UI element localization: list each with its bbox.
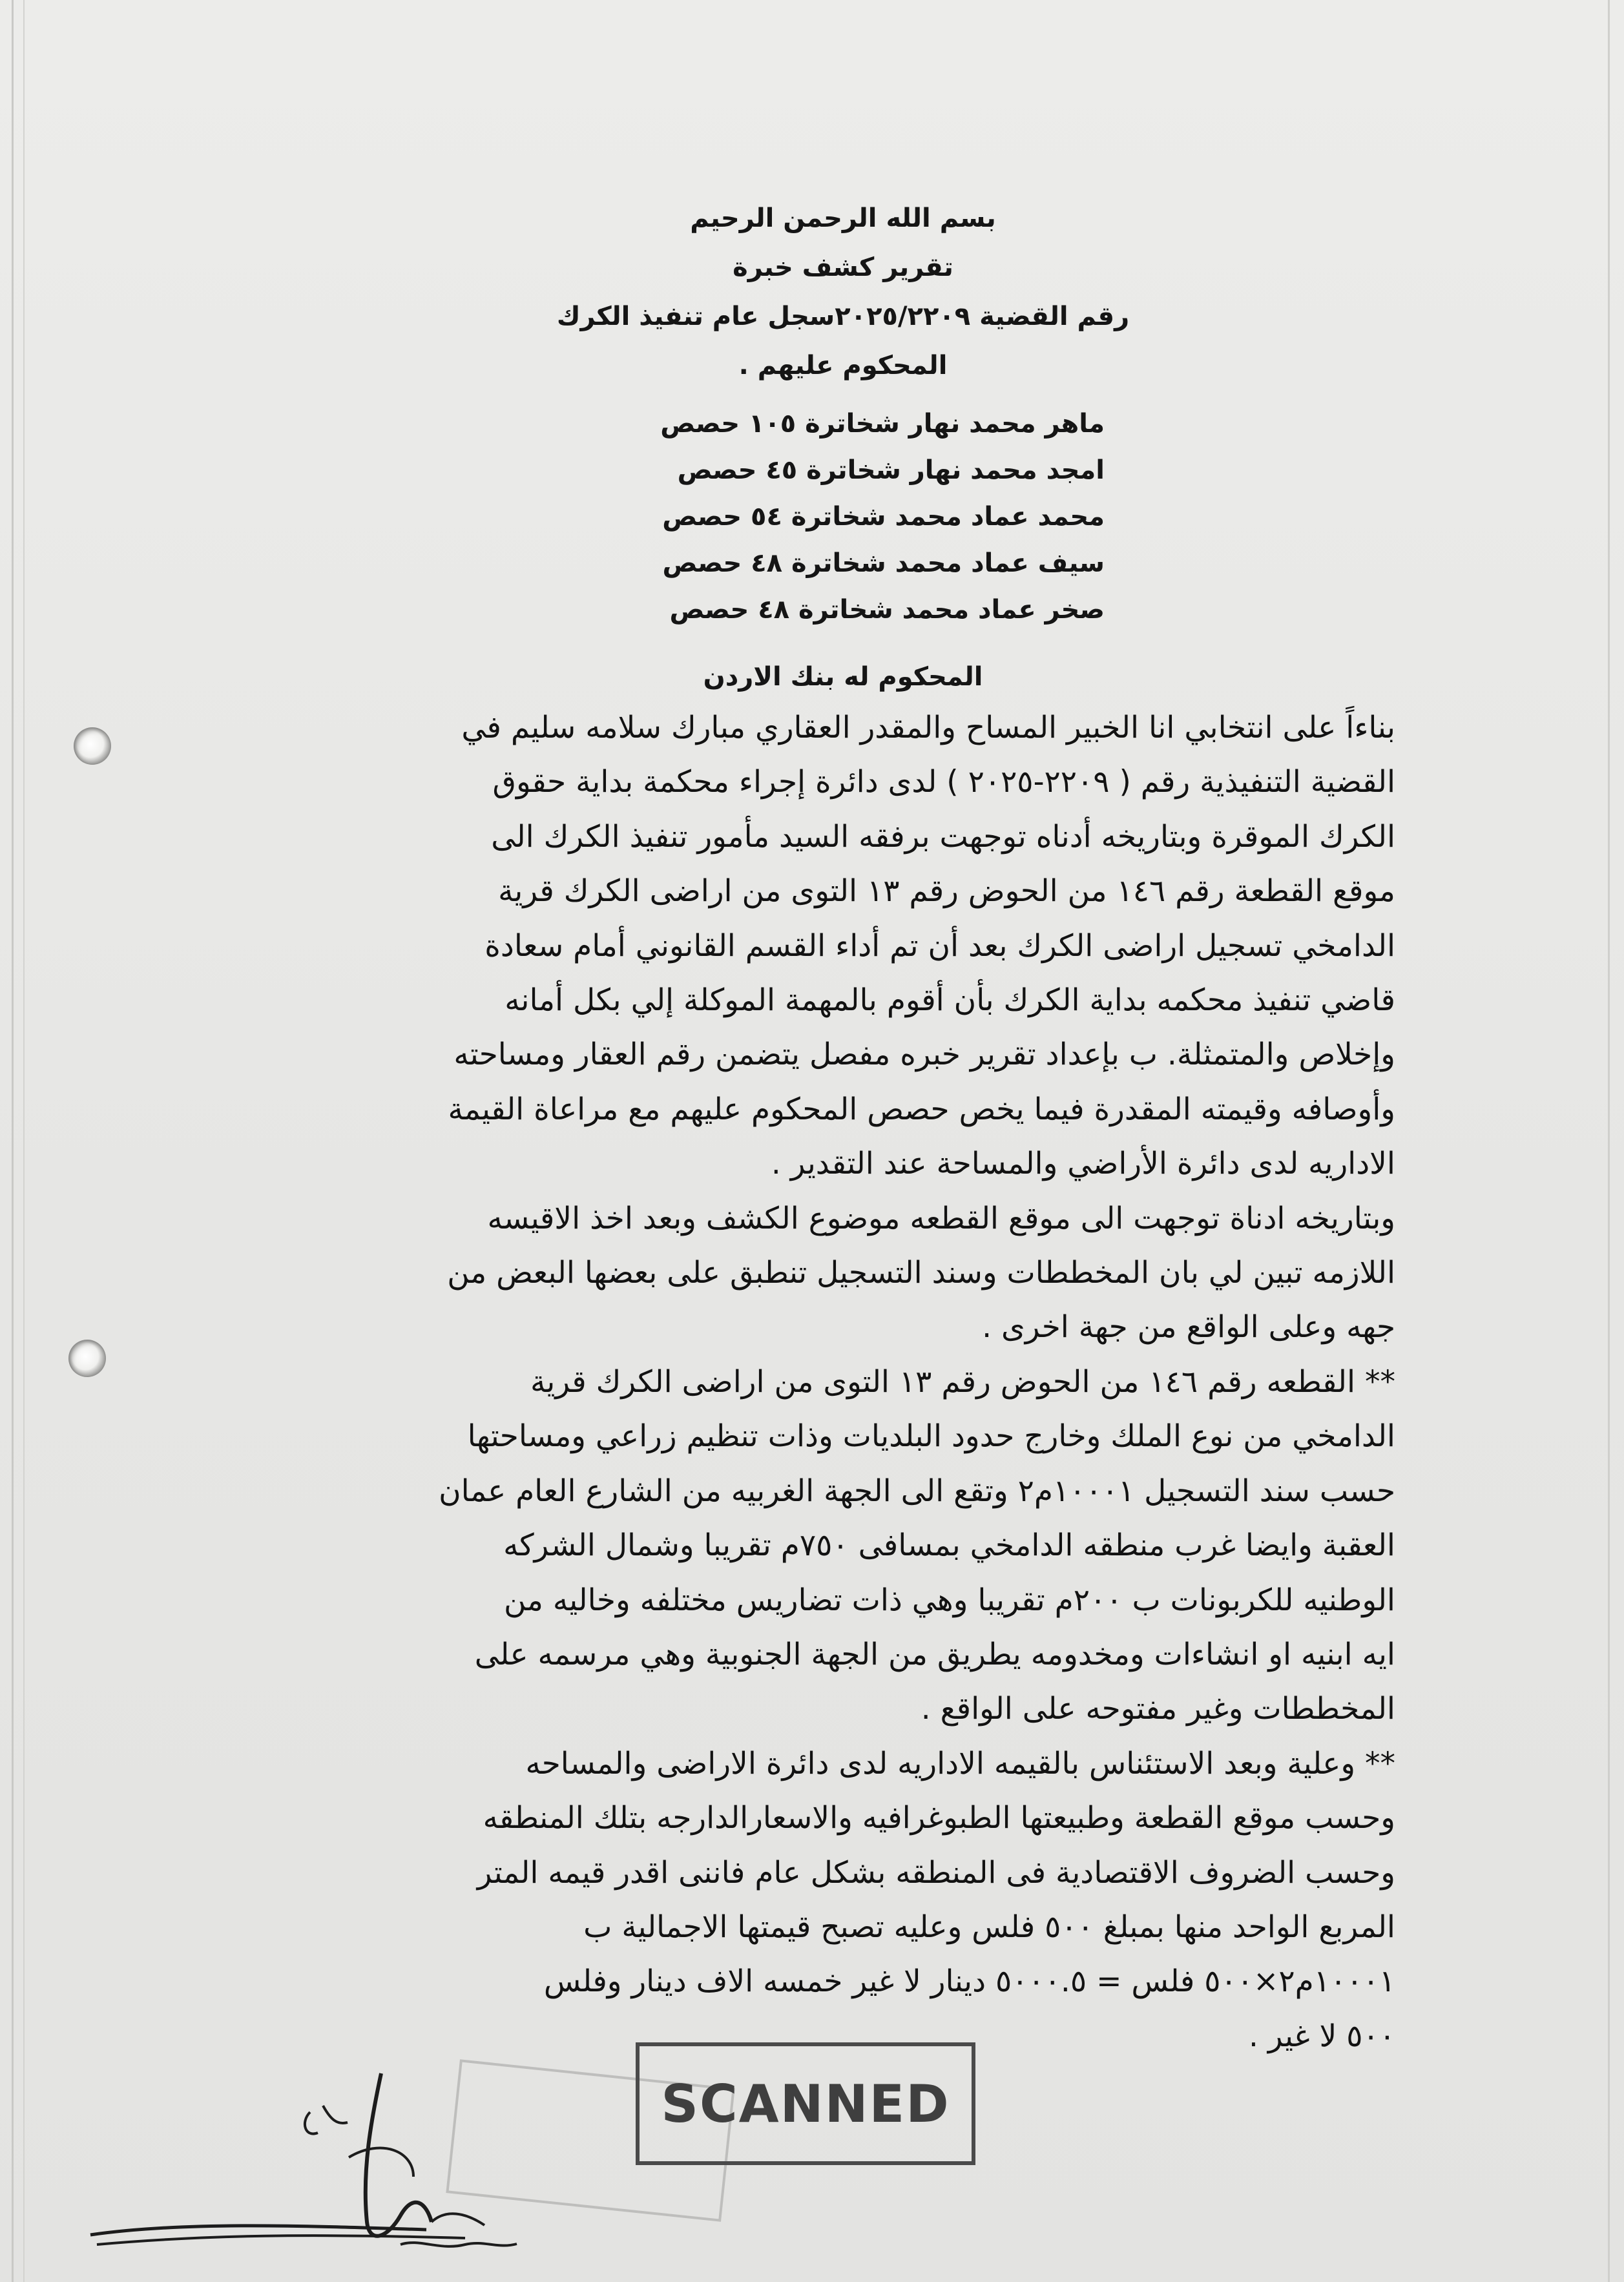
punch-hole-top	[74, 727, 111, 765]
body-line: وإخلاص والمتمثلة. ب بإعداد تقرير خبره مفصل يتضمن رقم العقار ومساحته	[453, 1037, 1395, 1073]
body-line: المربع الواحد منها بمبلغ ٥٠٠ فلس وعليه تصبح قيمتها الاجمالية ب	[583, 1909, 1395, 1945]
body-line: حسب سند التسجيل ١٠٠٠١م٢ وتقع الى الجهة الغربيه من الشارع العام عمان	[439, 1473, 1395, 1509]
body-line: موقع القطعة رقم ١٤٦ من الحوض رقم ١٣ التوى من اراضى الكرك قرية	[498, 873, 1395, 909]
case-number: رقم القضية ٢٠٢٥/٢٢٠٩سجل عام تنفيذ الكرك	[556, 302, 1130, 331]
body-line: بناءاً على انتخابي انا الخبير المساح والمقدر العقاري مبارك سلامه سليم في	[461, 710, 1395, 745]
page-edge-left-inner	[23, 0, 25, 2282]
body-line: الكرك الموقرة وبتاريخه أدناه توجهت برفقه السيد مأمور تنفيذ الكرك الى	[491, 818, 1395, 855]
handwritten-signature	[78, 2060, 543, 2254]
body-line: الاداريه لدى دائرة الأراضي والمساحة عند التقدير .	[771, 1146, 1395, 1182]
defendant-line: ماهر محمد نهار شخاترة ١٠٥ حصص	[660, 409, 1105, 439]
defendant-line: امجد محمد نهار شخاترة ٤٥ حصص	[677, 455, 1105, 485]
body-line: الدامخي من نوع الملك وخارج حدود البلديات وذات تنظيم زراعي ومساحتها	[467, 1418, 1395, 1455]
body-line: وحسب موقع القطعة وطبيعتها الطبوغرافيه والاسعارالدارجه بتلك المنطقه	[483, 1800, 1395, 1836]
body-line: وحسب الضروف الاقتصادية فى المنطقه بشكل عام فاننى اقدر قيمه المتر	[477, 1854, 1395, 1891]
scanned-stamp: SCANNED	[636, 2042, 975, 2165]
report-body	[304, 701, 1395, 2064]
defendant-line: صخر عماد محمد شخاترة ٤٨ حصص	[669, 595, 1105, 625]
body-line: وأوصافه وقيمته المقدرة فيما يخص حصص المحكوم عليهم مع مراعاة القيمة	[448, 1091, 1395, 1127]
report-title: تقرير كشف خبرة	[733, 253, 953, 282]
body-line: وبتاريخه ادناة توجهت الى موقع القطعه موضوع الكشف وبعد اخذ الاقيسه	[487, 1200, 1395, 1236]
defendants-heading: المحكوم عليهم .	[738, 351, 948, 380]
basmala: بسم الله الرحمن الرحيم	[690, 203, 996, 233]
document-header	[536, 194, 1150, 390]
page-edge-right	[1608, 0, 1610, 2282]
body-line: جهه وعلى الواقع من جهة اخرى .	[982, 1309, 1395, 1345]
body-line: العقبة وايضا غرب منطقه الدامخي بمسافى ٧٥٠م تقريبا وشمال الشركه	[503, 1528, 1395, 1564]
page-edge-left	[12, 0, 14, 2282]
body-line: قاضي تنفيذ محكمه بداية الكرك بأن أقوم بالمهمة الموكلة إلي بكل أمانه	[505, 982, 1395, 1019]
body-line: الوطنيه للكربونات ب ٢٠٠م تقريبا وهي ذات تضاريس مختلفه وخاليه من	[504, 1582, 1395, 1618]
body-line: القضية التنفيذية رقم ( ٢٢٠٩-٢٠٢٥ ) لدى دائرة إجراء محكمة بداية حقوق	[492, 764, 1395, 800]
body-line: ** القطعه رقم ١٤٦ من الحوض رقم ١٣ التوى من اراضى الكرك قرية	[530, 1364, 1395, 1400]
body-line: ٥٠٠ لا غير .	[1249, 2018, 1395, 2054]
body-line: الدامخي تسجيل اراضى الكرك بعد أن تم أداء القسم القانوني أمام سعادة	[484, 928, 1395, 964]
body-line: ١٠٠٠١م٢×٥٠٠ فلس = ٥٠٠٠.٥ دينار لا غير خمسه الاف دينار وفلس	[543, 1964, 1395, 2000]
body-line: ايه ابنيه او انشاءات ومخدومه يطريق من الجهة الجنوبية وهي مرسمه على	[474, 1636, 1395, 1672]
body-line: المخططات وغير مفتوحه على الواقع .	[921, 1691, 1395, 1727]
beneficiary-line: المحكوم له بنك الاردن	[703, 662, 983, 692]
defendants-list	[601, 400, 1105, 633]
body-line: ** وعلية وبعد الاستئناس بالقيمه الاداريه لدى دائرة الاراضى والمساحه	[525, 1745, 1395, 1781]
defendant-line: سيف عماد محمد شخاترة ٤٨ حصص	[662, 548, 1105, 578]
defendant-line: محمد عماد محمد شخاترة ٥٤ حصص	[662, 502, 1105, 532]
punch-hole-bottom	[68, 1340, 106, 1377]
body-line: اللازمه تبين لي بان المخططات وسند التسجيل تنطبق على بعضها البعض من	[447, 1255, 1395, 1291]
